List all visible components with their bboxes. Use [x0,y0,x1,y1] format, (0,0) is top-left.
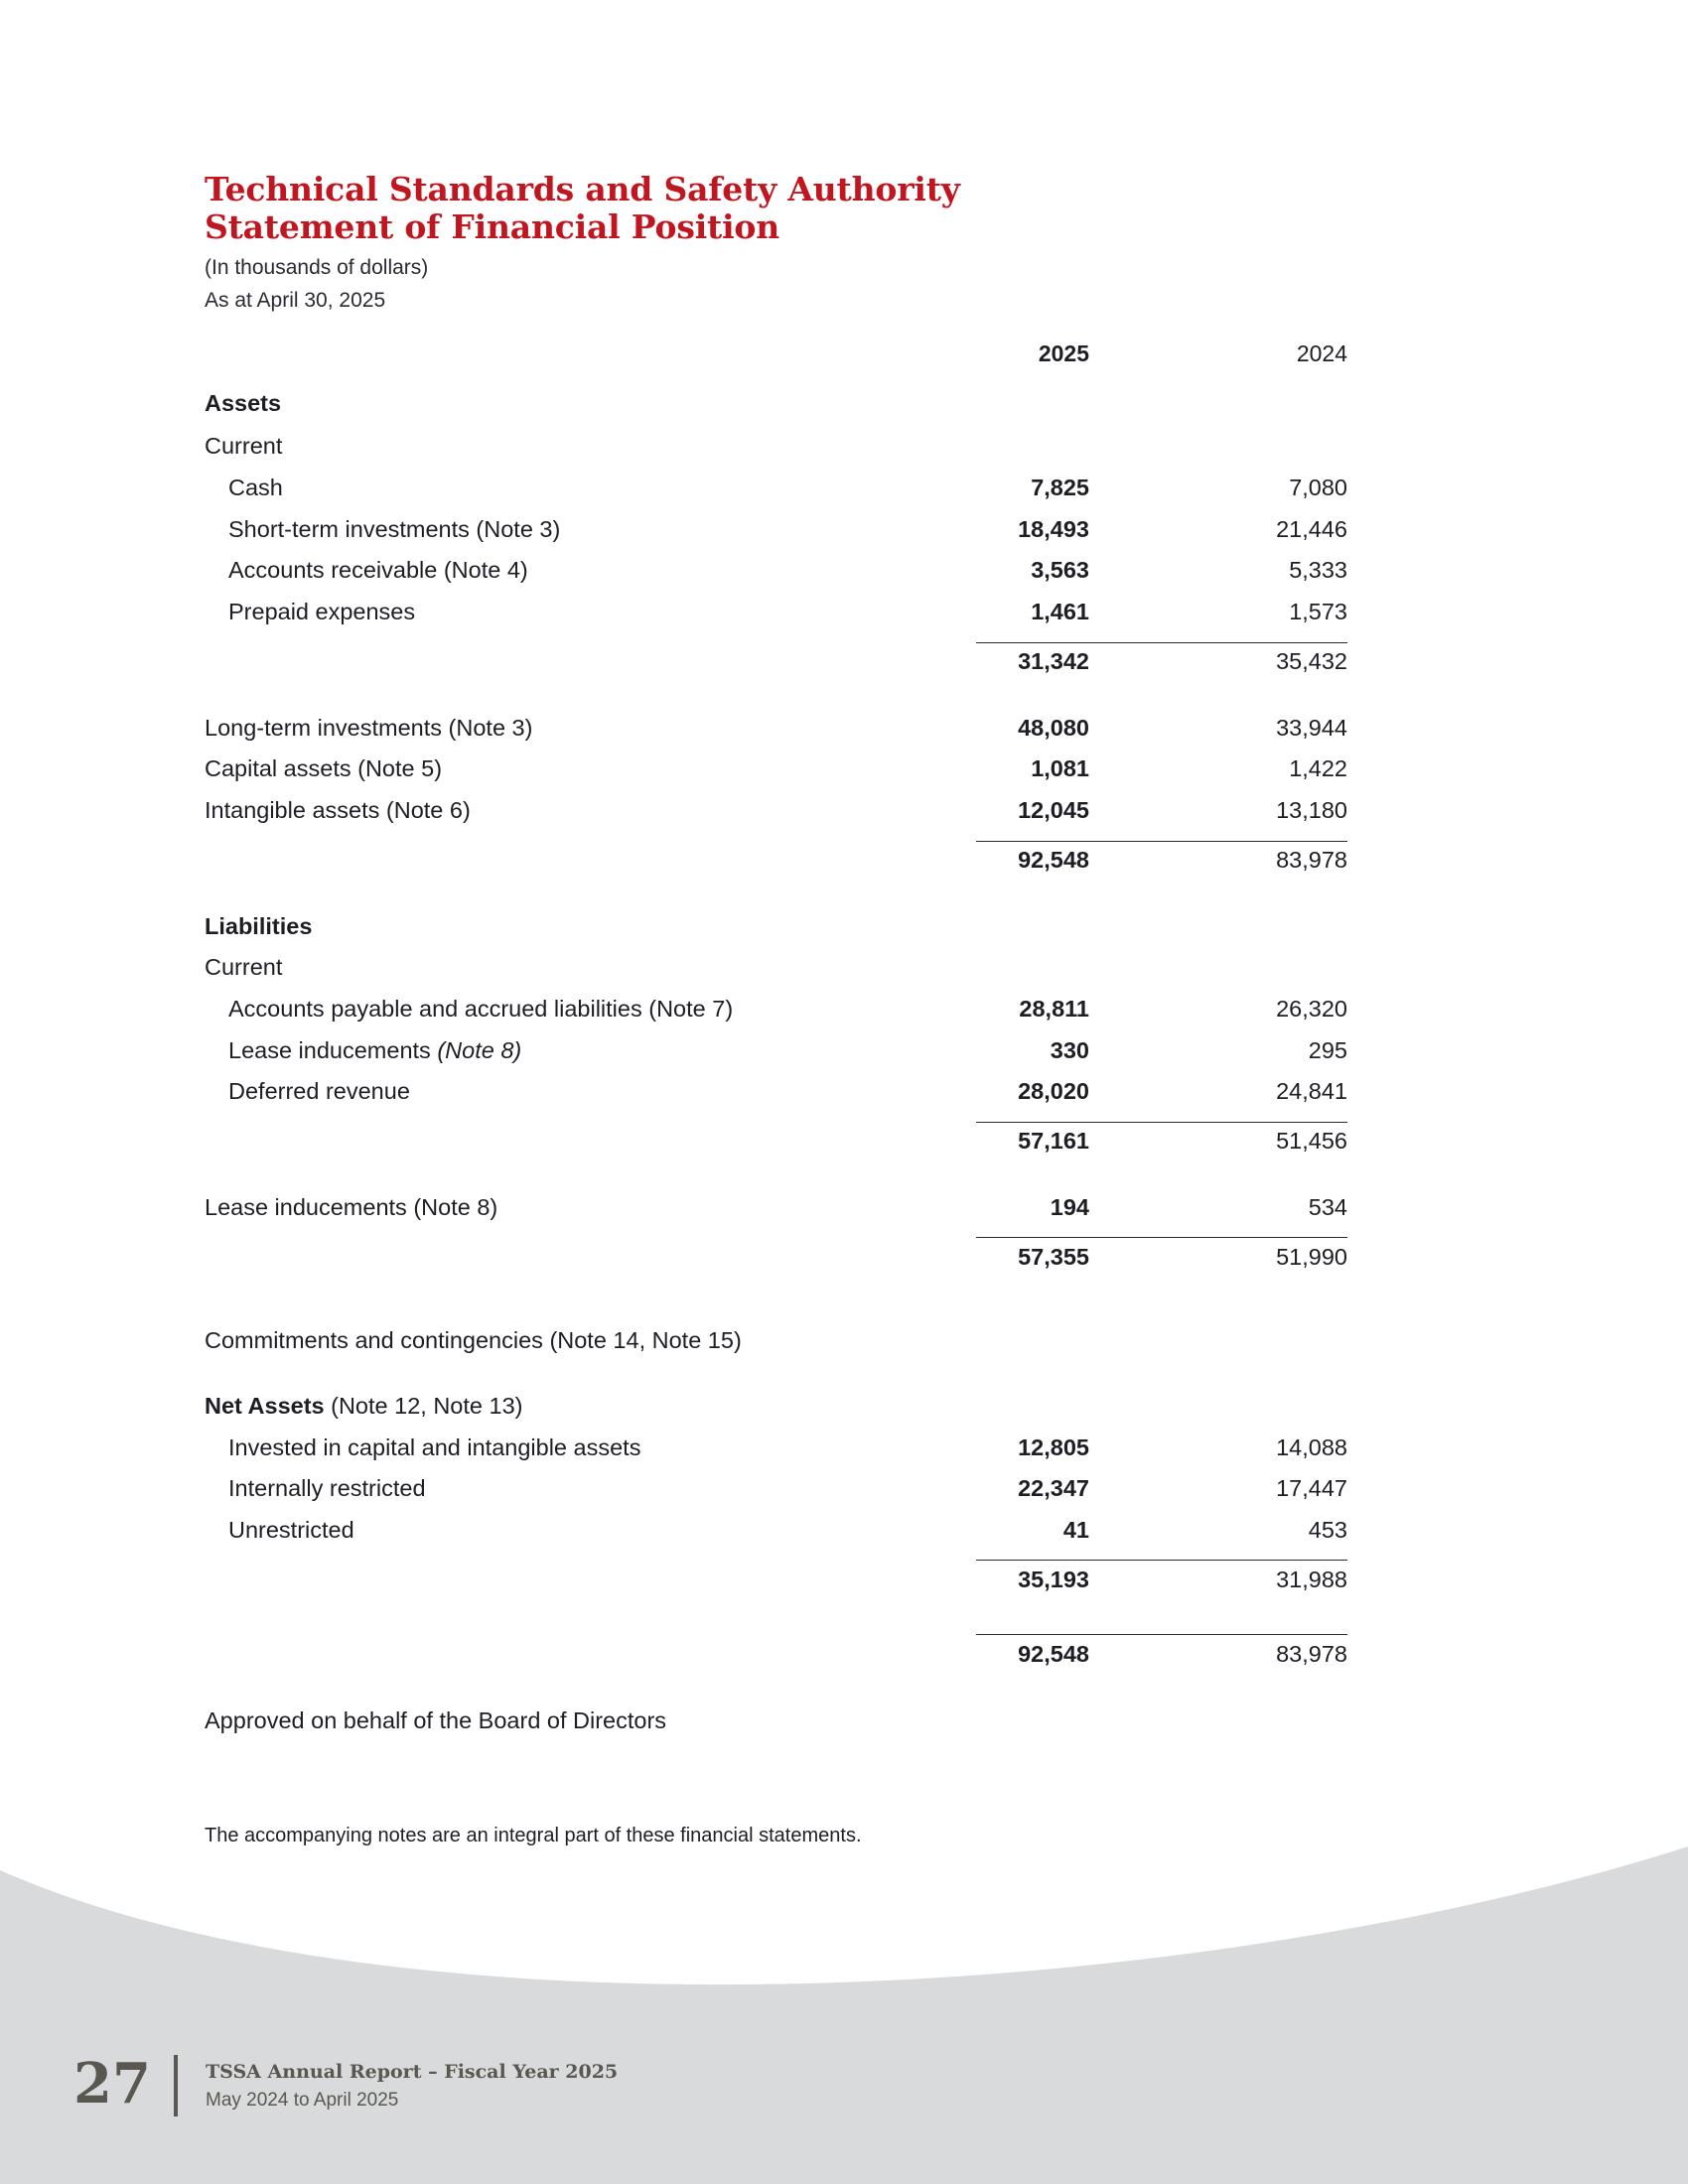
value-2025: 1,081 [1031,755,1089,781]
value-2024: 1,422 [1289,755,1347,781]
approval-line: Approved on behalf of the Board of Directors [205,1707,667,1733]
value-2024: 83,978 [1276,1641,1347,1667]
row-label [228,1037,521,1064]
row-label: Invested in capital and intangible assets [228,1434,641,1460]
subtotal-rule [976,1560,1347,1561]
total-row [0,1244,1688,1278]
table-row [0,715,1688,749]
value-2025: 48,080 [1018,715,1089,741]
row-label: Capital assets (Note 5) [205,755,443,781]
subtotal-rule [976,1122,1347,1123]
value-2024: 17,447 [1276,1475,1347,1501]
table-row [0,516,1688,550]
assets-current-heading: Current [205,433,283,459]
row-label: Prepaid expenses [228,599,416,624]
row-label: Accounts receivable (Note 4) [228,557,528,583]
subtotal-rule [976,642,1347,643]
row-label: Deferred revenue [228,1078,410,1104]
value-2024: 35,432 [1276,648,1347,674]
table-row [0,1517,1688,1551]
row-label: Lease inducements (Note 8) [205,1194,498,1220]
row-label: Internally restricted [228,1475,426,1501]
table-row [0,599,1688,632]
table-row [0,755,1688,789]
footer-report-title: TSSA Annual Report – Fiscal Year 2025 [206,2061,619,2083]
row-label: Unrestricted [228,1517,354,1543]
value-2024: 534 [1308,1194,1347,1220]
value-2025: 57,161 [1018,1128,1089,1154]
value-2024: 5,333 [1289,557,1347,583]
as-at-date: As at April 30, 2025 [205,289,386,312]
row-label: Cash [228,475,283,500]
commitments-line: Commitments and contingencies (Note 14, Note 15) [205,1327,742,1353]
statement-title [205,171,960,246]
table-row [0,797,1688,831]
column-header-2024: 2024 [1296,341,1347,366]
value-2025: 18,493 [1018,516,1089,542]
value-2024: 51,990 [1276,1244,1347,1270]
value-2025: 7,825 [1031,475,1089,500]
value-2024: 295 [1308,1037,1347,1063]
title-line-1: Technical Standards and Safety Authority [205,170,960,208]
footer-background [0,1846,1688,2184]
value-2025: 3,563 [1031,557,1089,583]
value-2025: 28,020 [1018,1078,1089,1104]
units-note: (In thousands of dollars) [205,256,429,279]
net-assets-heading-line [205,1393,522,1420]
value-2025: 22,347 [1018,1475,1089,1501]
column-header-2025: 2025 [1038,341,1089,366]
value-2024: 1,573 [1289,599,1347,624]
total-rule [976,1237,1347,1238]
net-assets-note: (Note 12, Note 13) [324,1393,523,1419]
value-2024: 13,180 [1276,797,1347,823]
value-2024: 83,978 [1276,847,1347,873]
row-label: Accounts payable and accrued liabilities (Note 7) [228,996,734,1022]
value-2025: 92,548 [1018,1641,1089,1667]
value-2025: 57,355 [1018,1244,1089,1270]
value-2024: 14,088 [1276,1434,1347,1460]
total-rule [976,841,1347,842]
liabilities-current-heading: Current [205,954,283,980]
assets-heading: Assets [205,390,282,416]
value-2024: 51,456 [1276,1128,1347,1154]
value-2025: 92,548 [1018,847,1089,873]
value-2025: 12,045 [1018,797,1089,823]
row-label-text: Lease inducements [228,1037,438,1063]
subtotal-row [0,648,1688,682]
row-label: Long-term investments (Note 3) [205,715,533,741]
row-label-note: (Note 8) [437,1037,522,1063]
value-2024: 21,446 [1276,516,1347,542]
notes-statement: The accompanying notes are an integral part of these financial statements. [205,1825,862,1846]
footer-period: May 2024 to April 2025 [206,2090,399,2111]
value-2025: 1,461 [1031,599,1089,624]
value-2024: 24,841 [1276,1078,1347,1104]
value-2025: 330 [1050,1037,1089,1063]
value-2025: 194 [1050,1194,1089,1220]
title-line-2: Statement of Financial Position [205,207,780,246]
table-row [0,557,1688,591]
table-row [0,1037,1688,1071]
table-row [0,1194,1688,1228]
grand-total-row [0,1641,1688,1675]
value-2025: 31,342 [1018,648,1089,674]
subtotal-row [0,1128,1688,1161]
value-2024: 33,944 [1276,715,1347,741]
footer-divider [174,2055,178,2116]
net-assets-heading: Net Assets [205,1393,325,1419]
value-2024: 31,988 [1276,1567,1347,1592]
row-label: Intangible assets (Note 6) [205,797,471,823]
value-2025: 35,193 [1018,1567,1089,1592]
value-2024: 7,080 [1289,475,1347,500]
value-2024: 453 [1308,1517,1347,1543]
footer-curve [0,1846,1688,2184]
table-row [0,1078,1688,1112]
total-row [0,847,1688,881]
value-2025: 12,805 [1018,1434,1089,1460]
table-row [0,1434,1688,1468]
value-2024: 26,320 [1276,996,1347,1022]
subtotal-row [0,1567,1688,1600]
grand-total-rule [976,1634,1347,1635]
value-2025: 28,811 [1019,996,1089,1022]
table-row [0,1475,1688,1509]
page-number: 27 [73,2051,151,2116]
liabilities-heading: Liabilities [205,913,313,939]
value-2025: 41 [1062,1517,1089,1543]
row-label: Short-term investments (Note 3) [228,516,561,542]
table-row [0,475,1688,508]
table-row [0,996,1688,1029]
